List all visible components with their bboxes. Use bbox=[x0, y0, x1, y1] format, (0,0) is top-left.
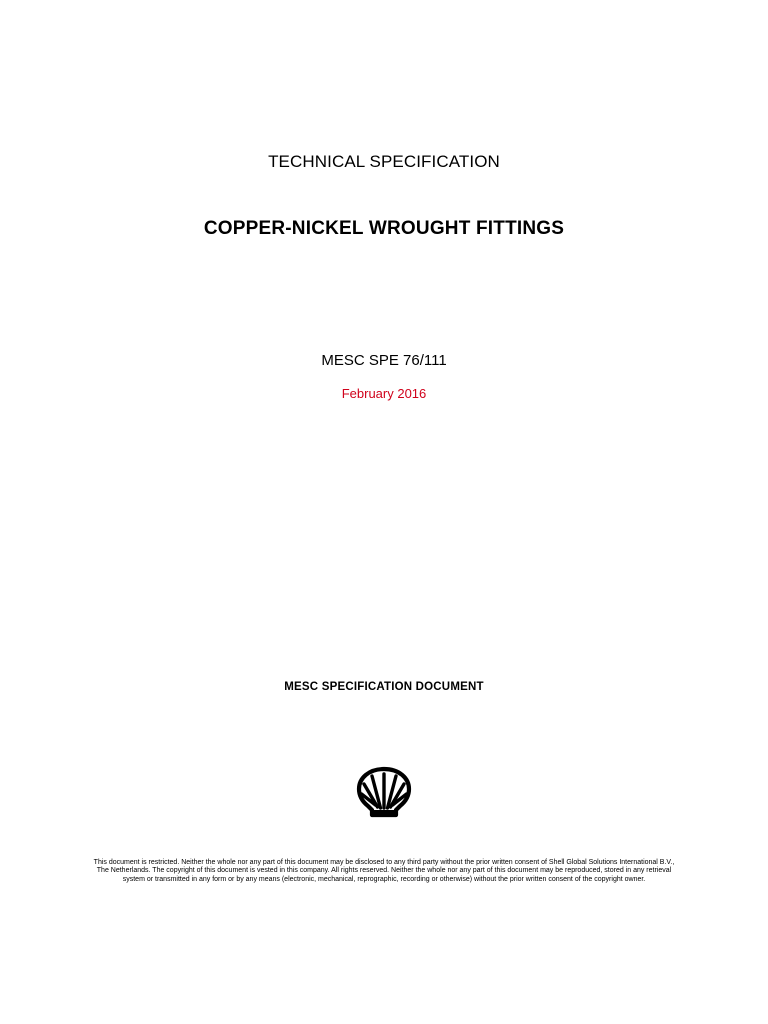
document-date: February 2016 bbox=[341, 386, 427, 401]
document-title: COPPER-NICKEL WROUGHT FITTINGS bbox=[203, 218, 565, 239]
document-type: TECHNICAL SPECIFICATION bbox=[268, 152, 500, 171]
document-category: MESC SPECIFICATION DOCUMENT bbox=[284, 681, 484, 693]
copyright-notice: This document is restricted. Neither the whole nor any part of this document may be disclosed to any third party without the prior written consent of Shell Global Solutions International B.V., The Netherlands. The copyright of this document is vested in this company. All rights reserved. Neither the whole nor any part of this document may be reproduced, stored in any retrieval system or transmitted in any form or by any means (electronic, mechanical, reprographic, recording or otherwise) without the prior written consent of the copyright owner. bbox=[93, 859, 675, 883]
document-code: MESC SPE 76/111 bbox=[321, 352, 447, 369]
shell-logo-icon bbox=[355, 766, 413, 820]
